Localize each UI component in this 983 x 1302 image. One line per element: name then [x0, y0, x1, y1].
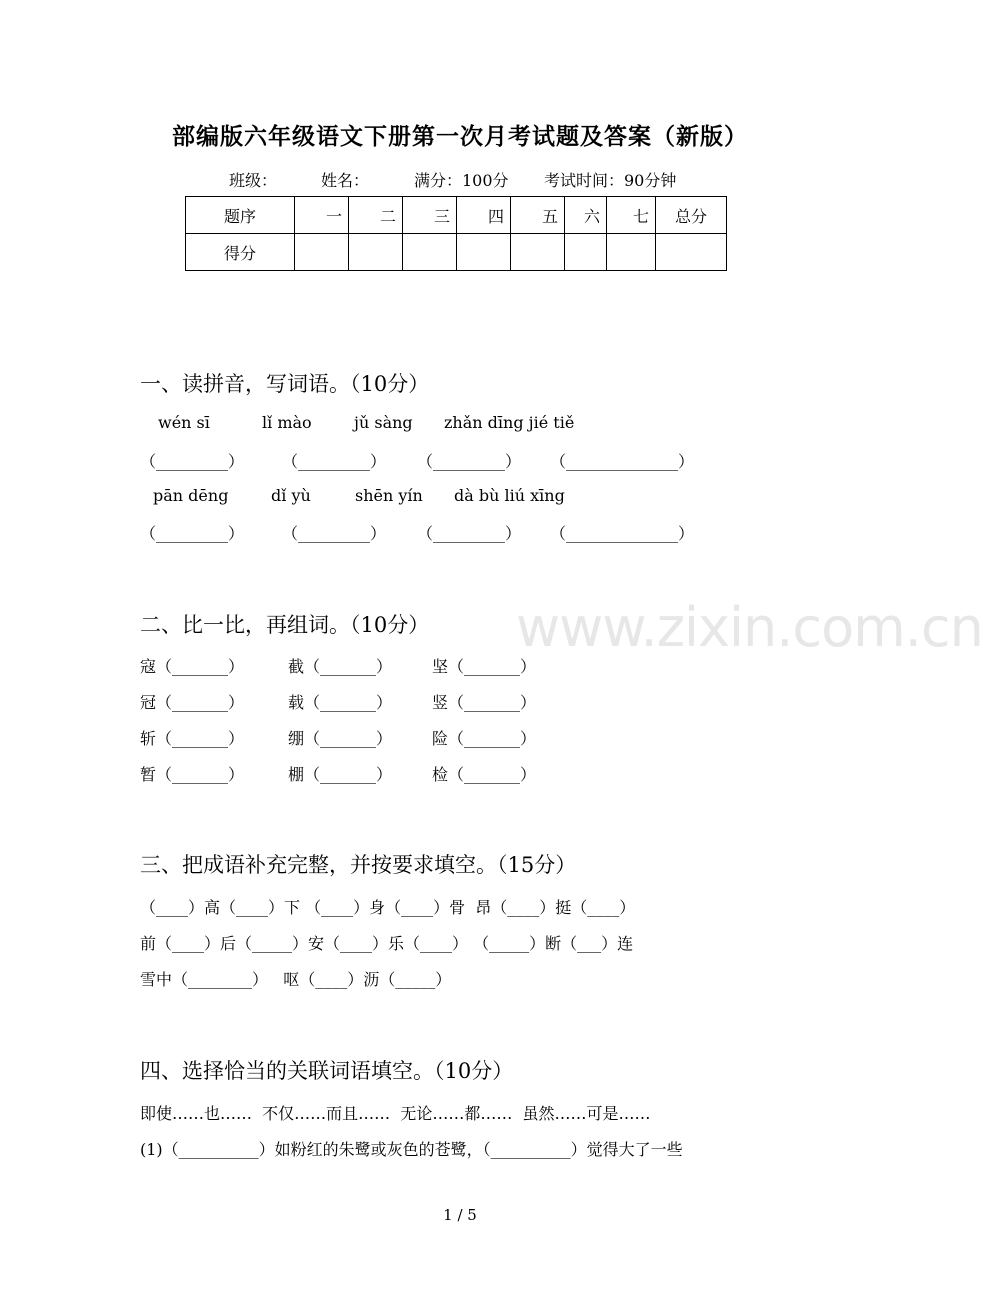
pinyin: pān dēng	[153, 486, 229, 505]
section3-heading: 三、把成语补充完整，并按要求填空。（15分）	[140, 853, 577, 877]
connective-options: 即使……也…… 不仅……而且…… 无论……都…… 虽然……可是……	[140, 1104, 651, 1123]
table-cell: 五	[511, 197, 565, 234]
word-blank[interactable]: 坚（_______）	[432, 657, 537, 676]
watermark: www.zixin.com.cn	[516, 596, 983, 659]
table-cell: 题序	[186, 197, 295, 234]
word-blank[interactable]: 寇（_______）	[140, 657, 245, 676]
pinyin: dǐ yù	[271, 486, 311, 505]
score-input-cell[interactable]	[457, 234, 511, 271]
word-blank[interactable]: 暂（_______）	[140, 765, 245, 784]
answer-blank[interactable]: （_________）	[140, 452, 245, 471]
name-label: 姓名：	[321, 171, 370, 190]
score-input-cell[interactable]	[511, 234, 565, 271]
section1-heading: 一、读拼音，写词语。（10分）	[140, 372, 430, 396]
score-input-cell[interactable]	[349, 234, 403, 271]
word-blank[interactable]: 绷（_______）	[288, 729, 393, 748]
score-table-header-row	[186, 197, 727, 234]
answer-blank[interactable]: （_________）	[140, 524, 245, 543]
word-blank[interactable]: 斩（_______）	[140, 729, 245, 748]
page-title: 部编版六年级语文下册第一次月考试题及答案（新版）	[172, 123, 748, 150]
table-cell: 得分	[186, 234, 295, 271]
section2-heading: 二、比一比，再组词。（10分）	[140, 613, 430, 637]
table-cell: 一	[295, 197, 349, 234]
table-cell: 四	[457, 197, 511, 234]
score-input-cell[interactable]	[295, 234, 349, 271]
table-cell: 三	[403, 197, 457, 234]
pinyin: jǔ sàng	[354, 413, 413, 432]
score-input-cell[interactable]	[656, 234, 727, 271]
score-table-score-row	[186, 234, 727, 271]
word-blank[interactable]: 冠（_______）	[140, 693, 245, 712]
word-blank[interactable]: 检（_______）	[432, 765, 537, 784]
exam-time: 考试时间：90分钟	[544, 171, 677, 190]
word-blank[interactable]: 截（_______）	[288, 657, 393, 676]
table-cell: 七	[607, 197, 656, 234]
table-cell: 六	[565, 197, 607, 234]
score-table	[185, 196, 727, 271]
score-input-cell[interactable]	[565, 234, 607, 271]
table-cell: 总分	[656, 197, 727, 234]
pinyin: dà bù liú xīng	[454, 486, 565, 505]
answer-blank[interactable]: （______________）	[550, 524, 695, 543]
score-input-cell[interactable]	[607, 234, 656, 271]
pinyin: shēn yín	[355, 486, 423, 505]
score-input-cell[interactable]	[403, 234, 457, 271]
class-label: 班级：	[229, 171, 278, 190]
full-score: 满分：100分	[414, 171, 509, 190]
answer-blank[interactable]: （_________）	[282, 524, 387, 543]
word-blank[interactable]: 险（_______）	[432, 729, 537, 748]
table-cell: 二	[349, 197, 403, 234]
pinyin: zhǎn dīng jié tiě	[444, 413, 575, 432]
page-number: 1 / 5	[443, 1206, 477, 1224]
answer-blank[interactable]: （_________）	[417, 524, 522, 543]
word-blank[interactable]: 载（_______）	[288, 693, 393, 712]
section4-heading: 四、选择恰当的关联词语填空。（10分）	[140, 1059, 514, 1083]
answer-blank[interactable]: （______________）	[550, 452, 695, 471]
word-blank[interactable]: 棚（_______）	[288, 765, 393, 784]
idiom-line[interactable]: 前（____）后（_____）安（____）乐（____） （_____）断（___）连	[140, 934, 634, 953]
pinyin: lǐ mào	[262, 413, 312, 432]
idiom-line[interactable]: （____）高（____）下 （____）身（____）骨 昂（____）挺（____）	[140, 898, 636, 917]
word-blank[interactable]: 竖（_______）	[432, 693, 537, 712]
question-1[interactable]: (1)（__________）如粉红的朱鹭或灰色的苍鹭，（__________）觉得大了一些	[140, 1140, 683, 1159]
pinyin: wén sī	[158, 413, 210, 432]
answer-blank[interactable]: （_________）	[282, 452, 387, 471]
idiom-line[interactable]: 雪中（________） 呕（____）沥（_____）	[140, 970, 452, 989]
answer-blank[interactable]: （_________）	[417, 452, 522, 471]
